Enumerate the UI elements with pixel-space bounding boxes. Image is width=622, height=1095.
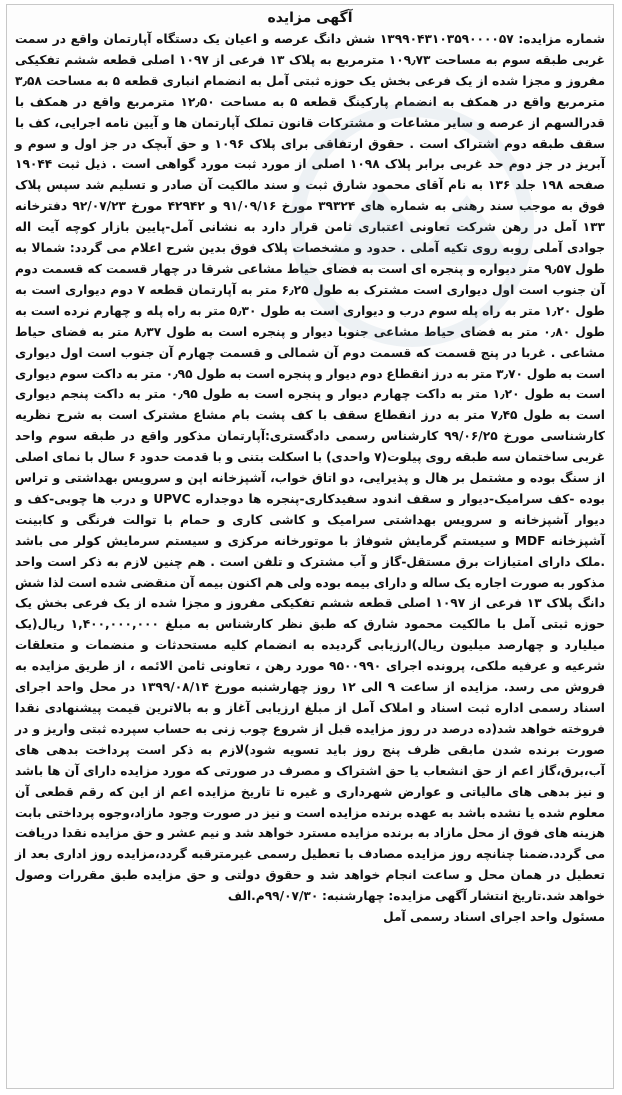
notice-title: آگهی مزایده bbox=[267, 10, 353, 26]
notice-frame bbox=[6, 4, 614, 1089]
notice-signature: مسئول واحد اجرای اسناد رسمی آمل bbox=[383, 910, 605, 925]
notice-body: شماره مزایده: ۱۳۹۹۰۴۳۱۰۳۵۹۰۰۰۰۵۷ شش دانگ عرصه و اعیان یک دستگاه آپارتمان واقع در سمت غربی طبقه سوم به مساحت ۱۰۹٫۷۳ مترمربع به پلاک ۱۳ فرعی از ۱۰۹۷ اصلی قطعه ششم تفکیکی مفروز و مجزا شده از یک فرعی بخش یک حوزه ثبتی آمل به انضمام انباری قطعه ۵ به مساحت ۳٫۵۸ مترمربع واقع در همکف به انضمام پارکینگ قطعه ۵ به مساحت ۱۲٫۵۰ مترمربع واقع در همکف با قدرالسهم از عرصه و سایر مشاعات و مشترکات قانون تملک آپارتمان ها و آیین نامه اجرایی، کف با سقف طبقه دوم اشتراک است . حقوق ارتفاقی برای پلاک ۱۰۹۶ و حق آبچک در جز اول و سوم و آبریز در جز دوم حد غربی برابر پلاک ۱۰۹۸ اصلی از مورد ثبت مورد گواهی است . ذیل ثبت ۱۹۰۴۴ صفحه ۱۹۸ جلد ۱۳۶ به نام آقای محمود شارق ثبت و سند مالکیت آن صادر و تسلیم شد سپس پلاک فوق به موجب سند رهنی به شماره های ۳۹۳۲۴ مورخ ۹۱/۰۹/۱۶ و ۴۲۹۴۲ مورخ ۹۲/۰۷/۲۳ دفترخانه ۱۳۳ آمل در رهن شرکت تعاونی اعتباری ثامن قرار دارد به نشانی آمل-پایین بازار کوچه آیت اله جوادی آملی روبه روی تکیه آملی . حدود و مشخصات پلاک فوق بدین شرح اعلام می گردد: شمالا به طول ۹٫۵۷ متر دیواره و پنجره ای است به فضای حیاط مشاعی شرقا در چهار قسمت که قسمت دوم آن جنوب است اول دیواری است مشترک به طول ۶٫۲۵ متر به آپارتمان قطعه ۷ دوم دیواری است به طول ۱٫۲۰ متر به راه پله سوم درب و دیواری است به طول ۵٫۳۰ متر به راه پله و چهارم نرده است به طول ۰٫۸۰ متر به فضای حیاط مشاعی جنوبا دیوار و پنجره است به طول ۸٫۳۷ متر به فضای حیاط مشاعی . غربا در پنج قسمت که قسمت دوم آن شمالی و قسمت چهارم آن جنوب است اول دیواری است به طول ۳٫۷۰ متر به درز انقطاع دوم دیوار و پنجره است به طول ۰٫۹۵ متر به داکت سوم دیواری است به طول ۱٫۲۰ متر به داکت چهارم دیوار و پنجره است به طول ۰٫۹۵ متر به داکت پنجم دیواری است به طول ۷٫۴۵ متر به درز انقطاع سقف با کف پشت بام مشاع مشترک است به شرح نظریه کارشناسی مورخ ۹۹/۰۶/۲۵ کارشناس رسمی دادگستری:آپارتمان مذکور واقع در طبقه سوم واحد غربی ساختمان سه طبقه روی پیلوت(۷ واحدی) با اسکلت بتنی و با قدمت حدود ۶ سال با نمای اصلی از سنگ بوده و مشتمل بر هال و پذیرایی، دو اتاق خواب، آشپزخانه اپن و سرویس بهداشتی و تراس بوده -کف سرامیک-دیوار و سقف اندود سفیدکاری-پنجره ها دوجداره UPVC و درب ها چوبی-کف و دیوار آشپزخانه و سرویس بهداشتی سرامیک و کاشی کاری و حمام با توالت فرنگی و کابینت آشپزخانه MDF و سیستم گرمایش شوفاژ با موتورخانه مرکزی و سیستم سرمایش کولر می باشد .ملک دارای امتیازات برق مستقل-گاز و آب مشترک و تلفن است . هم چنین لازم به ذکر است واحد مذکور به صورت اجاره یک ساله و دارای بیمه بوده ولی هم اکنون بیمه آن منقضی شده است لذا شش دانگ پلاک ۱۳ فرعی از ۱۰۹۷ اصلی قطعه ششم تفکیکی مفروز و مجزا شده از یک فرعی بخش یک حوزه ثبتی آمل با مالکیت محمود شارق که طبق نظر کارشناس به مبلغ ۱,۴۰۰,۰۰۰,۰۰۰ ریال(یک میلیارد و چهارصد میلیون ریال)ارزیابی گردیده به انضمام کلیه مستحدثات و منضمات و متعلقات شرعیه و عرفیه ملکی، پرونده اجرای ۹۵۰۰۹۹۰ مورد رهن ، تعاونی ثامن الائمه ، از طریق مزایده به فروش می رسد. مزایده از ساعت ۹ الی ۱۲ روز چهارشنبه مورخ ۱۳۹۹/۰۸/۱۴ در محل واحد اجرای اسناد رسمی اداره ثبت اسناد و املاک آمل از مبلغ ارزیابی آغاز و به بالاترین قیمت پیشنهادی نقدا فروخته خواهد شد(ده درصد در روز مزایده قبل از شروع چوب زنی به حساب سپرده ثبتی واریز و در صورت برنده شدن مابقی ظرف پنج روز باید تسویه شود)لازم به ذکر است پرداخت بدهی های آب،برق،گاز اعم از حق انشعاب یا حق اشتراک و مصرف در صورتی که مورد مزایده دارای آن ها باشد و نیز بدهی های مالیاتی و عوارض شهرداری و غیره تا تاریخ مزایده اعم از این که رقم قطعی آن معلوم شده یا نشده باشد به عهده برنده مزایده است و نیز در صورت وجود مازاد،وجوه پرداختی بابت هزینه های فوق از محل مازاد به برنده مزایده مسترد خواهد شد و نیم عشر و حق مزایده نقدا دریافت می گردد.ضمنا چنانچه روز مزایده مصادف با تعطیل رسمی غیرمترقبه گردد،مزایده روز اداری بعد از تعطیل در همان محل و ساعت انجام خواهد شد و حقوق دولتی و حق مزایده طبق مقررات وصول خواهد شد.تاریخ انتشار آگهی مزایده: چهارشنبه: ۹۹/۰۷/۳۰م.الف bbox=[15, 32, 606, 904]
